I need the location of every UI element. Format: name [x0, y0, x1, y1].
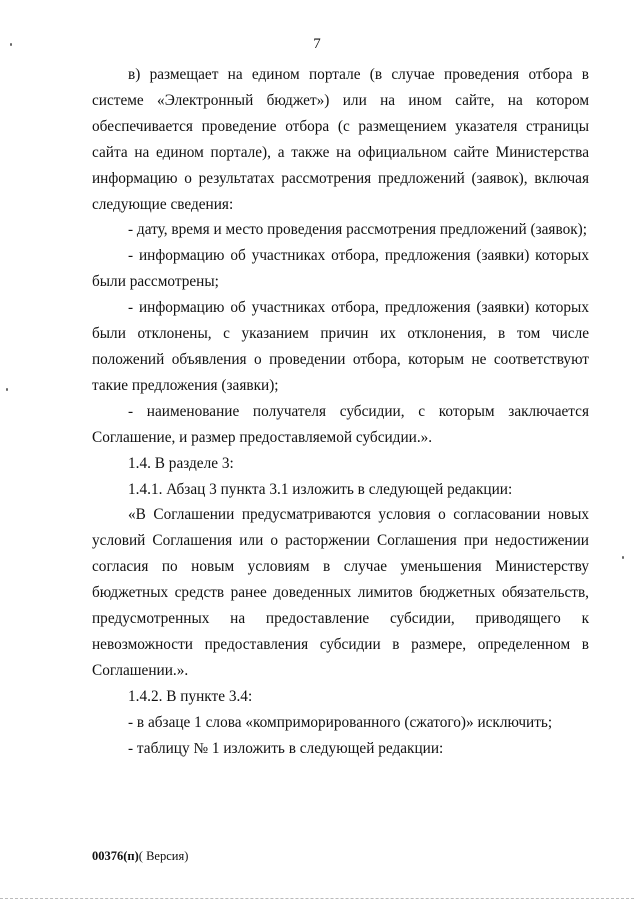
- paragraph-reviewed-participants: - информацию об участниках отбора, предложения (заявки) которых были рассмотрены;: [92, 247, 589, 291]
- document-body: [92, 62, 589, 761]
- paragraph-table-1: - таблицу № 1 изложить в следующей редакции:: [128, 739, 444, 757]
- paragraph-section-1-4: 1.4. В разделе 3:: [128, 454, 234, 472]
- paragraph-date-time-place: - дату, время и место проведения рассмотрения предложений (заявок);: [128, 221, 587, 239]
- footer-document-code: 00376(п): [92, 849, 139, 863]
- scan-speck: [10, 43, 12, 46]
- paragraph-section-1-4-2: 1.4.2. В пункте 3.4:: [128, 687, 253, 705]
- document-footer: [92, 849, 188, 864]
- scan-edge-line: [0, 898, 634, 899]
- footer-version: ( Версия): [138, 849, 189, 863]
- paragraph-section-1-4-1: 1.4.1. Абзац 3 пункта 3.1 изложить в следующей редакции:: [128, 480, 513, 498]
- paragraph-exclude-words: - в абзаце 1 слова «комприморированного (сжатого)» исключить;: [128, 713, 553, 731]
- paragraph-rejected-participants: - информацию об участниках отбора, предложения (заявки) которых были отклонены, с указанием причин их отклонения, в том числе положений объявления о проведении отбора, которым не соответствуют такие предложения (заявки);: [92, 299, 589, 394]
- scan-speck: [6, 388, 8, 391]
- paragraph-results-info: в) размещает на едином портале (в случае проведения отбора в системе «Электронный бюджет») или на ином сайте, на котором обеспечивается проведение отбора (с размещением указателя страницы сайта на едином портале), а также на официальном сайте Министерства информацию о результатах рассмотрения предложений (заявок), включая следующие сведения:: [92, 66, 589, 213]
- page-number: 7: [313, 36, 321, 52]
- scan-speck: [622, 556, 624, 559]
- paragraph-recipient-name: - наименование получателя субсидии, с которым заключается Соглашение, и размер предоставляемой субсидии.».: [92, 402, 589, 446]
- paragraph-agreement-conditions: «В Соглашении предусматриваются условия о согласовании новых условий Соглашения или о расторжении Соглашения при недостижении согласия по новым условиям в случае уменьшения Министерству бюджетных средств ранее доведенных лимитов бюджетных обязательств, предусмотренных на предоставление субсидии, приводящего к невозможности предоставления субсидии в размере, определенном в Соглашении.».: [92, 506, 589, 679]
